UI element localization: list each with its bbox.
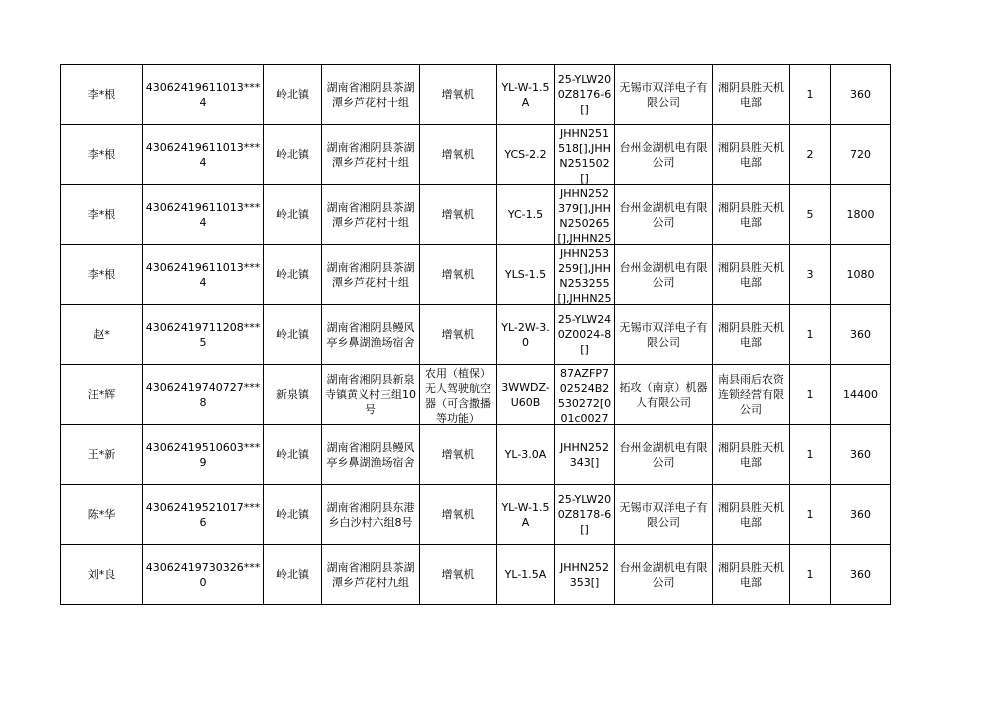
id-number-cell — [143, 425, 264, 485]
model-cell — [497, 65, 555, 125]
farmer-name-cell — [61, 185, 143, 245]
serial-number-cell-text: 25-YLW200Z8178-6[] — [557, 493, 612, 536]
id-number-cell — [143, 65, 264, 125]
quantity-cell-text: 3 — [806, 268, 814, 281]
address-cell-text: 湖南省湘阴县新泉寺镇黄义村三组10号 — [325, 373, 416, 416]
address-cell — [322, 245, 420, 305]
address-cell-text: 湖南省湘阴县东港乡白沙村六组8号 — [326, 500, 415, 529]
quantity-cell — [790, 245, 831, 305]
farmer-name-cell — [61, 485, 143, 545]
address-cell-text: 湖南省湘阴县茶湖潭乡芦花村十组 — [326, 140, 415, 169]
address-cell-text: 湖南省湘阴县茶湖潭乡芦花村九组 — [326, 560, 415, 589]
model-cell-text: YCS-2.2 — [504, 148, 547, 161]
address-cell — [322, 485, 420, 545]
manufacturer-cell — [615, 365, 713, 425]
equipment-type-cell-text: 增氧机 — [441, 568, 475, 581]
model-cell — [497, 125, 555, 185]
farmer-name-cell — [61, 545, 143, 605]
town-cell-text: 岭北镇 — [276, 448, 309, 461]
model-cell — [497, 545, 555, 605]
quantity-cell — [790, 485, 831, 545]
id-number-cell — [143, 545, 264, 605]
quantity-cell-text: 1 — [806, 88, 814, 101]
town-cell-text: 岭北镇 — [276, 568, 309, 581]
equipment-type-cell — [420, 185, 497, 245]
farmer-name-cell — [61, 365, 143, 425]
farmer-name-cell — [61, 245, 143, 305]
quantity-cell — [790, 305, 831, 365]
serial-number-cell — [555, 185, 615, 245]
town-cell-text: 岭北镇 — [276, 268, 309, 281]
town-cell-text: 新泉镇 — [276, 388, 309, 401]
quantity-cell-text: 2 — [806, 148, 814, 161]
id-number-cell — [143, 185, 264, 245]
model-cell-text: YL-3.0A — [504, 448, 547, 461]
farmer-name-cell-text: 李*根 — [87, 148, 116, 161]
quantity-cell-text: 1 — [806, 388, 814, 401]
id-number-cell-text: 43062419611013***4 — [145, 260, 261, 289]
subsidy-amount-cell-text: 360 — [850, 508, 871, 521]
manufacturer-cell — [615, 65, 713, 125]
id-number-cell — [143, 305, 264, 365]
table-row — [61, 365, 891, 425]
id-number-cell-text: 43062419611013***4 — [145, 80, 261, 109]
serial-number-cell-text: JHHN252343[] — [559, 440, 609, 469]
farmer-name-cell — [61, 125, 143, 185]
equipment-type-cell — [420, 425, 497, 485]
address-cell-text: 湖南省湘阴县茶湖潭乡芦花村十组 — [326, 260, 415, 289]
dealer-cell — [713, 425, 790, 485]
address-cell — [322, 545, 420, 605]
table-row — [61, 125, 891, 185]
equipment-type-cell — [420, 65, 497, 125]
subsidy-amount-cell — [831, 305, 891, 365]
serial-number-cell-text: JHHN253259[],JHHN253255[],JHHN25 — [557, 246, 612, 304]
town-cell — [264, 185, 322, 245]
address-cell-text: 湖南省湘阴县茶湖潭乡芦花村十组 — [326, 80, 415, 109]
town-cell-text: 岭北镇 — [276, 508, 309, 521]
address-cell — [322, 185, 420, 245]
equipment-type-cell-text: 增氧机 — [441, 268, 475, 281]
table-row — [61, 425, 891, 485]
serial-number-cell — [555, 65, 615, 125]
dealer-cell-text: 湘阴县胜天机电部 — [718, 320, 784, 349]
subsidy-record-table — [60, 64, 891, 605]
equipment-type-cell — [420, 365, 497, 425]
farmer-name-cell-text: 陈*华 — [87, 508, 116, 521]
equipment-type-cell — [420, 245, 497, 305]
manufacturer-cell-text: 无锡市双洋电子有限公司 — [619, 320, 708, 349]
subsidy-amount-cell — [831, 185, 891, 245]
table-row — [61, 65, 891, 125]
model-cell-text: YL-W-1.5A — [501, 500, 550, 529]
quantity-cell — [790, 65, 831, 125]
table-row — [61, 245, 891, 305]
table-row — [61, 305, 891, 365]
farmer-name-cell-text: 李*根 — [87, 268, 116, 281]
subsidy-amount-cell-text: 1080 — [846, 268, 875, 281]
subsidy-amount-cell-text: 14400 — [843, 388, 878, 401]
serial-number-cell-text: 87AZFP702524B2530272[001c0027 — [557, 366, 612, 424]
model-cell — [497, 365, 555, 425]
quantity-cell-text: 1 — [806, 508, 814, 521]
dealer-cell — [713, 245, 790, 305]
quantity-cell-text: 1 — [806, 568, 814, 581]
quantity-cell — [790, 425, 831, 485]
manufacturer-cell-text: 拓攻（南京）机器人有限公司 — [619, 380, 708, 409]
farmer-name-cell-text: 王*新 — [87, 448, 116, 461]
address-cell-text: 湖南省湘阴县鳗风亭乡鼻湖渔场宿舍 — [326, 320, 415, 349]
manufacturer-cell — [615, 485, 713, 545]
subsidy-amount-cell — [831, 245, 891, 305]
id-number-cell-text: 43062419740727***8 — [145, 380, 261, 409]
model-cell-text: YL-W-1.5A — [501, 80, 550, 109]
id-number-cell — [143, 125, 264, 185]
dealer-cell — [713, 125, 790, 185]
id-number-cell-text: 43062419521017***6 — [145, 500, 261, 529]
manufacturer-cell — [615, 305, 713, 365]
address-cell — [322, 365, 420, 425]
town-cell — [264, 65, 322, 125]
manufacturer-cell-text: 台州金湖机电有限公司 — [619, 260, 708, 289]
id-number-cell-text: 43062419730326***0 — [145, 560, 261, 589]
dealer-cell — [713, 305, 790, 365]
manufacturer-cell — [615, 545, 713, 605]
dealer-cell-text: 湘阴县胜天机电部 — [718, 560, 784, 589]
serial-number-cell-text: 25-YLW240Z0024-8[] — [557, 313, 612, 356]
model-cell — [497, 305, 555, 365]
serial-number-cell — [555, 425, 615, 485]
model-cell — [497, 485, 555, 545]
serial-number-cell-text: JHHN251518[],JHHN251502[] — [558, 126, 611, 184]
dealer-cell — [713, 485, 790, 545]
model-cell — [497, 185, 555, 245]
subsidy-amount-cell-text: 1800 — [846, 208, 875, 221]
quantity-cell — [790, 545, 831, 605]
dealer-cell-text: 湘阴县胜天机电部 — [718, 500, 784, 529]
serial-number-cell — [555, 305, 615, 365]
dealer-cell-text: 湘阴县胜天机电部 — [718, 200, 784, 229]
subsidy-amount-cell — [831, 425, 891, 485]
town-cell — [264, 305, 322, 365]
model-cell-text: YLS-1.5 — [504, 268, 547, 281]
id-number-cell-text: 43062419711208***5 — [145, 320, 261, 349]
town-cell — [264, 485, 322, 545]
id-number-cell — [143, 485, 264, 545]
address-cell — [322, 425, 420, 485]
farmer-name-cell-text: 汪*辉 — [87, 388, 116, 401]
id-number-cell — [143, 245, 264, 305]
equipment-type-cell-text: 增氧机 — [441, 88, 475, 101]
manufacturer-cell-text: 台州金湖机电有限公司 — [619, 200, 708, 229]
dealer-cell-text: 湘阴县胜天机电部 — [718, 80, 784, 109]
manufacturer-cell — [615, 425, 713, 485]
equipment-type-cell-text: 增氧机 — [441, 448, 475, 461]
model-cell-text: 3WWDZ-U60B — [501, 380, 550, 409]
address-cell-text: 湖南省湘阴县鳗风亭乡鼻湖渔场宿舍 — [326, 440, 415, 469]
equipment-type-cell-text: 增氧机 — [441, 508, 475, 521]
manufacturer-cell — [615, 245, 713, 305]
subsidy-amount-cell — [831, 545, 891, 605]
manufacturer-cell-text: 台州金湖机电有限公司 — [619, 440, 708, 469]
model-cell-text: YL-1.5A — [504, 568, 547, 581]
serial-number-cell — [555, 545, 615, 605]
subsidy-amount-cell — [831, 65, 891, 125]
id-number-cell-text: 43062419510603***9 — [145, 440, 261, 469]
manufacturer-cell-text: 台州金湖机电有限公司 — [619, 140, 708, 169]
model-cell — [497, 245, 555, 305]
dealer-cell-text: 湘阴县胜天机电部 — [718, 140, 784, 169]
id-number-cell-text: 43062419611013***4 — [145, 140, 261, 169]
subsidy-amount-cell-text: 360 — [850, 88, 871, 101]
address-cell — [322, 65, 420, 125]
quantity-cell-text: 5 — [806, 208, 814, 221]
subsidy-amount-cell-text: 360 — [850, 568, 871, 581]
town-cell-text: 岭北镇 — [276, 148, 309, 161]
town-cell-text: 岭北镇 — [276, 328, 309, 341]
subsidy-amount-cell — [831, 365, 891, 425]
equipment-type-cell-text: 增氧机 — [441, 208, 475, 221]
farmer-name-cell-text: 李*根 — [87, 208, 116, 221]
farmer-name-cell — [61, 65, 143, 125]
dealer-cell-text: 湘阴县胜天机电部 — [718, 440, 784, 469]
manufacturer-cell — [615, 125, 713, 185]
farmer-name-cell — [61, 425, 143, 485]
serial-number-cell-text: JHHN252353[] — [559, 560, 609, 589]
serial-number-cell — [555, 245, 615, 305]
town-cell-text: 岭北镇 — [276, 88, 309, 101]
equipment-type-cell-text: 增氧机 — [441, 148, 475, 161]
id-number-cell-text: 43062419611013***4 — [145, 200, 261, 229]
farmer-name-cell — [61, 305, 143, 365]
quantity-cell — [790, 125, 831, 185]
farmer-name-cell-text: 刘*良 — [87, 568, 116, 581]
manufacturer-cell-text: 无锡市双洋电子有限公司 — [619, 80, 708, 109]
subsidy-amount-cell — [831, 485, 891, 545]
dealer-cell — [713, 545, 790, 605]
town-cell — [264, 545, 322, 605]
town-cell — [264, 365, 322, 425]
subsidy-amount-cell-text: 720 — [850, 148, 871, 161]
dealer-cell — [713, 185, 790, 245]
dealer-cell — [713, 365, 790, 425]
serial-number-cell-text: JHHN252379[],JHHN250265[],JHHN25 — [557, 186, 612, 244]
farmer-name-cell-text: 李*根 — [87, 88, 116, 101]
table-row — [61, 485, 891, 545]
equipment-type-cell — [420, 125, 497, 185]
quantity-cell-text: 1 — [806, 448, 814, 461]
table-row — [61, 545, 891, 605]
table-row — [61, 185, 891, 245]
address-cell — [322, 125, 420, 185]
quantity-cell-text: 1 — [806, 328, 814, 341]
equipment-type-cell — [420, 305, 497, 365]
equipment-type-cell-text: 农用（植保）无人驾驶航空器（可含撒播等功能） — [425, 366, 491, 424]
serial-number-cell — [555, 125, 615, 185]
subsidy-amount-cell — [831, 125, 891, 185]
quantity-cell — [790, 185, 831, 245]
address-cell-text: 湖南省湘阴县茶湖潭乡芦花村十组 — [326, 200, 415, 229]
serial-number-cell — [555, 485, 615, 545]
equipment-type-cell — [420, 485, 497, 545]
manufacturer-cell-text: 台州金湖机电有限公司 — [619, 560, 708, 589]
equipment-type-cell — [420, 545, 497, 605]
equipment-type-cell-text: 增氧机 — [441, 328, 475, 341]
serial-number-cell-text: 25-YLW200Z8176-6[] — [557, 73, 612, 116]
serial-number-cell — [555, 365, 615, 425]
town-cell — [264, 125, 322, 185]
quantity-cell — [790, 365, 831, 425]
manufacturer-cell — [615, 185, 713, 245]
address-cell — [322, 305, 420, 365]
town-cell — [264, 425, 322, 485]
subsidy-amount-cell-text: 360 — [850, 328, 871, 341]
dealer-cell-text: 南县雨后农资连锁经营有限公司 — [718, 373, 784, 416]
dealer-cell-text: 湘阴县胜天机电部 — [718, 260, 784, 289]
manufacturer-cell-text: 无锡市双洋电子有限公司 — [619, 500, 708, 529]
model-cell-text: YC-1.5 — [507, 208, 544, 221]
subsidy-amount-cell-text: 360 — [850, 448, 871, 461]
dealer-cell — [713, 65, 790, 125]
model-cell-text: YL-2W-3.0 — [501, 320, 550, 349]
town-cell-text: 岭北镇 — [276, 208, 309, 221]
model-cell — [497, 425, 555, 485]
town-cell — [264, 245, 322, 305]
id-number-cell — [143, 365, 264, 425]
farmer-name-cell-text: 赵* — [93, 328, 110, 341]
